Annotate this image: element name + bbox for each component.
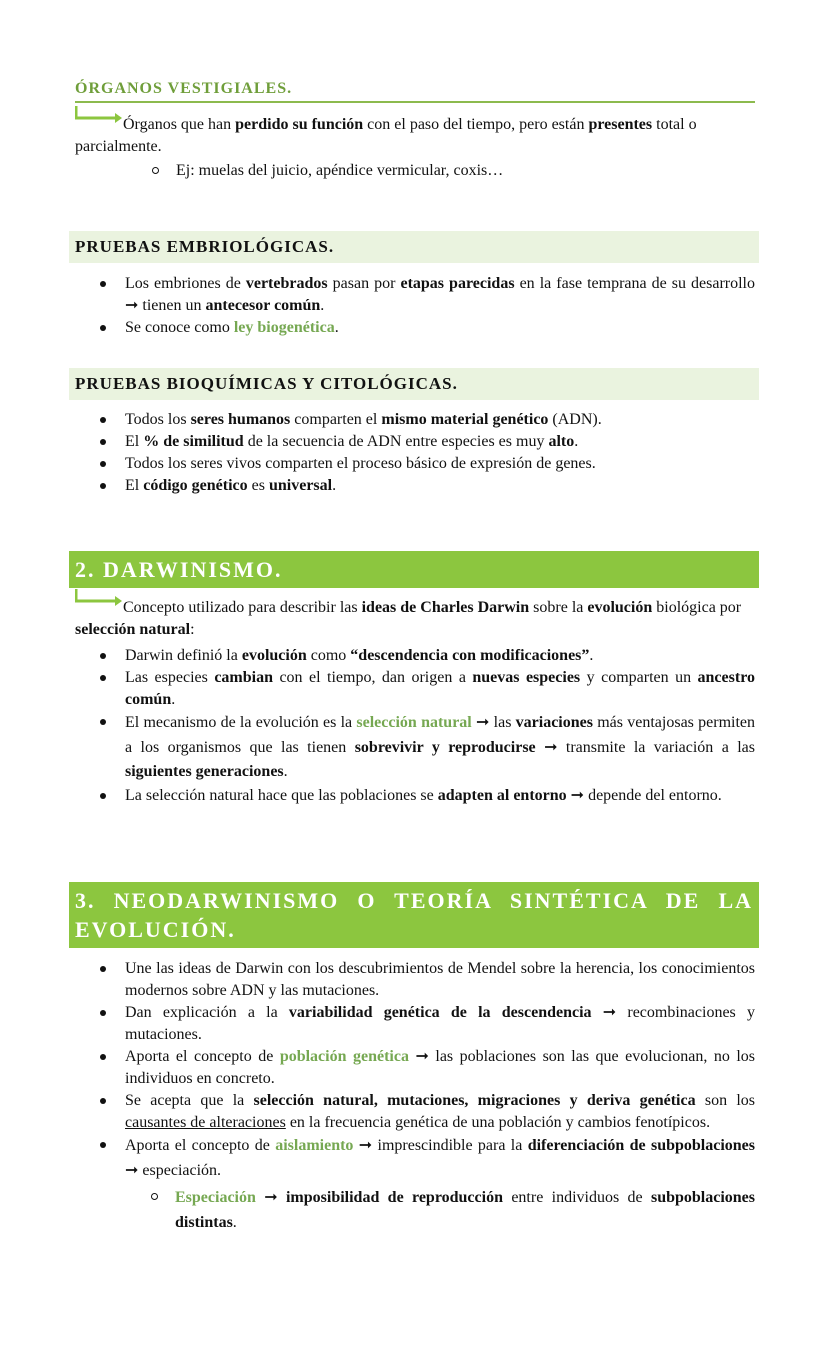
text-run: El bbox=[125, 433, 144, 450]
list-item bbox=[75, 1046, 755, 1090]
bold-text: etapas parecidas bbox=[400, 275, 515, 292]
list-item bbox=[75, 785, 755, 807]
neodarwinismo-list bbox=[75, 958, 755, 1235]
highlight-term: selección natural bbox=[356, 714, 472, 731]
sub-list bbox=[125, 1186, 755, 1235]
text-run: Concepto utilizado para describir las bbox=[123, 599, 362, 616]
bold-text: sobrevivir y reproducirse bbox=[354, 738, 536, 756]
list-item bbox=[75, 667, 755, 711]
bold-text: seres humanos bbox=[190, 411, 291, 428]
text-run: ➞ las poblaciones son las que evolucionan, no los individuos en concreto. bbox=[125, 1048, 756, 1087]
bold-text: presentes bbox=[588, 116, 653, 133]
list-item bbox=[75, 317, 755, 339]
bold-text: adapten al entorno bbox=[437, 786, 567, 804]
bold-text: imposibilidad de reproducción bbox=[285, 1189, 503, 1206]
text-run: Dan explicación a la bbox=[125, 1004, 289, 1021]
list-item bbox=[75, 1090, 755, 1134]
list-item bbox=[75, 409, 755, 431]
list-item bbox=[75, 711, 755, 785]
text-run: . bbox=[283, 763, 288, 780]
embriologicas-list bbox=[75, 273, 755, 339]
text-run: ➞ las bbox=[471, 714, 516, 731]
text-run: . bbox=[232, 1213, 237, 1231]
bold-text: variaciones bbox=[515, 714, 593, 731]
bold-text: perdido su función bbox=[235, 116, 364, 133]
bold-text: antecesor común bbox=[205, 297, 321, 314]
highlight-term: población genética bbox=[279, 1048, 409, 1065]
list-item bbox=[75, 1002, 755, 1046]
text-run: Se conoce como bbox=[125, 319, 234, 336]
bold-text: evolución bbox=[241, 647, 307, 664]
vestigiales-example: Ej: muelas del juicio, apéndice vermicular, coxis… bbox=[176, 160, 503, 182]
arrow-icon bbox=[75, 113, 123, 131]
highlight-term: Especiación bbox=[175, 1189, 256, 1206]
text-run: ➞ recombinaciones y mutaciones. bbox=[125, 1004, 755, 1043]
list-item bbox=[75, 453, 755, 475]
bold-text: selección natural, mutaciones, migraciones y deriva genética bbox=[253, 1092, 696, 1109]
text-run: con el tiempo, dan origen a bbox=[273, 669, 473, 686]
bold-text: ancestro común bbox=[125, 669, 755, 708]
text-run: . bbox=[171, 691, 176, 708]
bold-text: mismo material genético bbox=[381, 411, 549, 428]
heading-darwinismo: 2. DARWINISMO. bbox=[69, 551, 759, 588]
list-item bbox=[75, 645, 755, 667]
bold-text: evolución bbox=[587, 599, 653, 616]
bold-text: siguientes generaciones bbox=[125, 763, 284, 780]
text-run: La selección natural hace que las poblaciones se bbox=[125, 786, 438, 804]
list-item bbox=[75, 475, 755, 497]
text-run: Aporta el concepto de bbox=[125, 1137, 276, 1154]
heading-organos-vestigiales: ÓRGANOS VESTIGIALES. bbox=[75, 78, 755, 103]
bold-text: nuevas especies bbox=[472, 669, 581, 686]
text-run: ➞ imprescindible para la bbox=[353, 1137, 528, 1154]
text-run: entre individuos de bbox=[502, 1189, 651, 1206]
text-run: . bbox=[332, 477, 337, 494]
heading-neodarwinismo: 3. NEODARWINISMO O TEORÍA SINTÉTICA DE LA EVOLUCIÓN. bbox=[69, 882, 759, 948]
text-run: Une las ideas de Darwin con los descubrimientos de Mendel sobre la herencia, los conocimientos modernos sobre ADN y las mutaciones. bbox=[125, 960, 755, 999]
arrow-icon bbox=[75, 596, 123, 614]
text-run: pasan por bbox=[327, 275, 401, 292]
text-run: : bbox=[190, 621, 195, 638]
bold-text: diferenciación de subpoblaciones bbox=[527, 1137, 756, 1154]
text-run: biológica por bbox=[652, 599, 742, 616]
bioquimicas-list bbox=[75, 409, 755, 497]
text-run: ➞ bbox=[255, 1189, 286, 1206]
text-run: . bbox=[574, 433, 579, 450]
text-run: Se acepta que la bbox=[125, 1092, 254, 1109]
text-run: Todos los bbox=[125, 411, 191, 428]
text-run: Órganos que han bbox=[123, 116, 236, 133]
bold-text: ideas de Charles Darwin bbox=[361, 599, 530, 616]
text-run: Los embriones de bbox=[125, 275, 246, 292]
highlight-term: ley biogenética bbox=[233, 319, 335, 336]
vestigiales-intro bbox=[75, 113, 755, 158]
text-run: ➞ depende del entorno. bbox=[566, 786, 722, 804]
text-run: total o parcialmente. bbox=[75, 116, 697, 155]
text-run: . bbox=[334, 319, 339, 336]
text-run: es bbox=[247, 477, 269, 494]
text-run: más ventajosas permiten a los organismos que las tienen bbox=[125, 714, 755, 756]
text-run: . bbox=[589, 647, 594, 664]
text-run: sobre la bbox=[529, 599, 588, 616]
bold-text: código genético bbox=[143, 477, 248, 494]
text-run: ➞ especiación. bbox=[125, 1161, 222, 1179]
text-run: ➞ transmite la variación a las bbox=[535, 738, 756, 756]
heading-pruebas-bioquimicas: PRUEBAS BIOQUÍMICAS Y CITOLÓGICAS. bbox=[69, 368, 759, 400]
underlined-text: causantes de alteraciones bbox=[125, 1114, 286, 1131]
text-run: Darwin definió la bbox=[125, 647, 242, 664]
text-run: El mecanismo de la evolución es la bbox=[125, 714, 357, 731]
darwinismo-list bbox=[75, 645, 755, 807]
text-run: Aporta el concepto de bbox=[125, 1048, 280, 1065]
text-run: en la fase temprana de su desarrollo ➞ tienen un bbox=[125, 275, 755, 314]
heading-pruebas-embriologicas: PRUEBAS EMBRIOLÓGICAS. bbox=[69, 231, 759, 263]
text-run: (ADN). bbox=[548, 411, 602, 428]
text-run: El bbox=[125, 477, 144, 494]
bold-text: % de similitud bbox=[143, 433, 244, 450]
text-run: Todos los seres vivos comparten el proceso básico de expresión de genes. bbox=[125, 455, 596, 472]
bold-text: universal bbox=[268, 477, 333, 494]
list-item bbox=[75, 1134, 755, 1235]
bold-text: alto bbox=[548, 433, 575, 450]
text-run: comparten el bbox=[290, 411, 382, 428]
text-run: de la secuencia de ADN entre especies es muy bbox=[243, 433, 549, 450]
bold-text: vertebrados bbox=[245, 275, 328, 292]
text-run: con el paso del tiempo, pero están bbox=[363, 116, 589, 133]
bold-text: selección natural bbox=[75, 621, 191, 638]
text-run: . bbox=[320, 297, 325, 314]
list-item bbox=[75, 431, 755, 453]
highlight-term: aislamiento bbox=[275, 1137, 354, 1154]
text-run: son los bbox=[695, 1092, 755, 1109]
text-run: y comparten un bbox=[580, 669, 698, 686]
darwinismo-intro bbox=[75, 596, 755, 641]
list-item bbox=[75, 273, 755, 317]
bold-text: subpoblaciones distintas bbox=[175, 1189, 756, 1231]
bold-text: cambian bbox=[214, 669, 273, 686]
text-run: Las especies bbox=[125, 669, 215, 686]
text-run: como bbox=[306, 647, 351, 664]
list-item bbox=[75, 958, 755, 1002]
bold-text: “descendencia con modificaciones” bbox=[350, 647, 590, 664]
sub-list-item bbox=[125, 1186, 755, 1235]
bold-text: variabilidad genética de la descendencia bbox=[288, 1004, 592, 1021]
text-run: en la frecuencia genética de una población y cambios fenotípicos. bbox=[285, 1114, 711, 1131]
